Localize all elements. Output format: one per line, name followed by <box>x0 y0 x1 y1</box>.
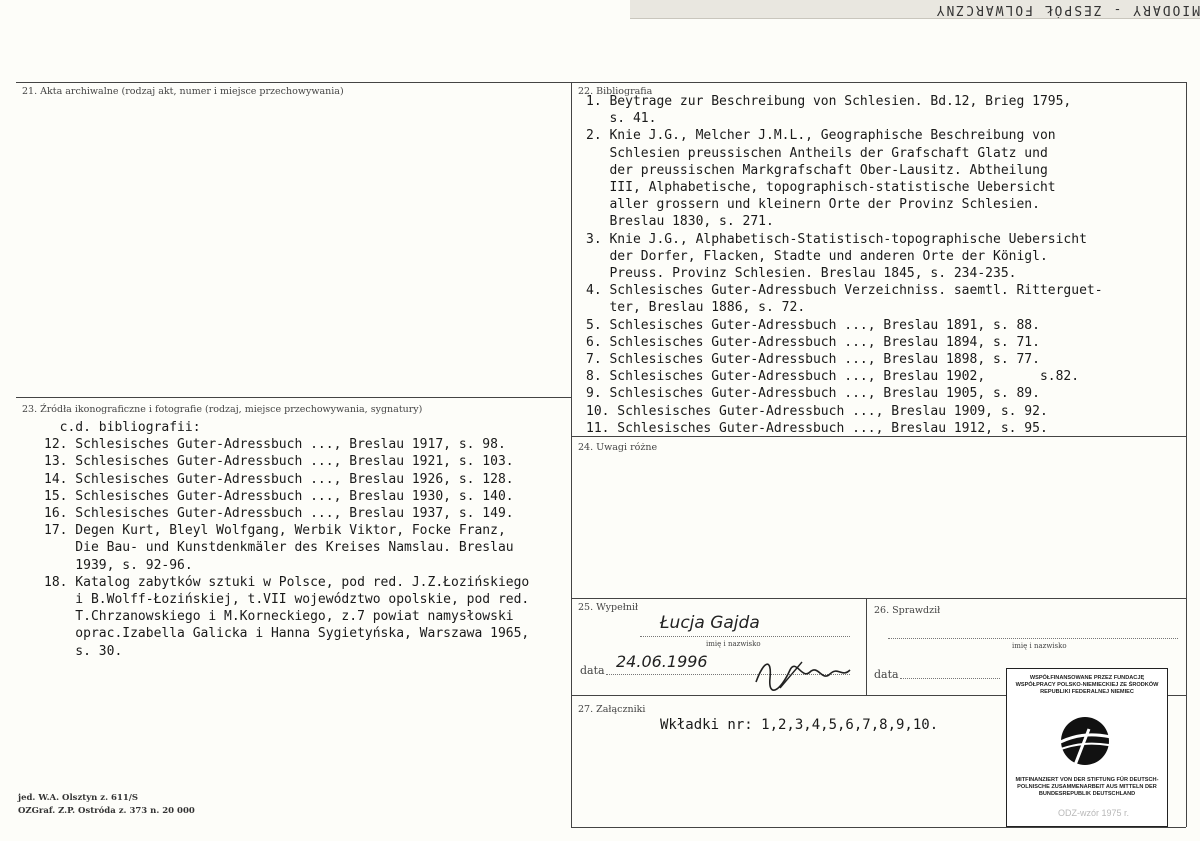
bib-line: Breslau 1830, s. 271. <box>586 214 774 230</box>
checked-by-name-line <box>888 638 1178 639</box>
bib-cont-line: 18. Katalog zabytków sztuki w Polsce, pod red. J.Z.Łozińskiego <box>44 574 530 590</box>
bibliography-continued-list <box>44 419 529 660</box>
column-divider <box>571 82 572 827</box>
bib-cont-line: T.Chrzanowskiego i M.Korneckiego, z.7 powiat namysłowski <box>44 609 514 625</box>
bib-line: 3. Knie J.G., Alphabetisch-Statistisch-topographische Uebersicht <box>586 231 1087 247</box>
bib-line: s. 41. <box>586 111 657 127</box>
name-caption: imię i nazwisko <box>706 640 761 648</box>
sponsor-stamp <box>1006 668 1168 827</box>
bib-line: ter, Breslau 1886, s. 72. <box>586 300 806 316</box>
bib-cont-line: c.d. bibliografii: <box>44 420 201 435</box>
section-26-label: 26. Sprawdził <box>874 605 941 616</box>
bib-line: 9. Schlesisches Guter-Adressbuch ..., Breslau 1905, s. 89. <box>586 386 1040 402</box>
bib-cont-line: oprac.Izabella Galicka i Hanna Sygietyńska, Warszawa 1965, <box>44 626 530 642</box>
sponsor-text-pl: WSPÓŁFINANSOWANE PRZEZ FUNDACJĘ WSPÓŁPRACY POLSKO-NIEMIECKIEJ ZE ŚRODKÓW REPUBLIKI FEDERALNEJ NIEMIEC <box>1015 675 1159 695</box>
bib-cont-line: Die Bau- und Kunstdenkmäler des Kreises Namslau. Breslau <box>44 540 514 556</box>
bib-cont-line: 13. Schlesisches Guter-Adressbuch ..., Breslau 1921, s. 103. <box>44 454 514 470</box>
bib-cont-line: s. 30. <box>44 643 123 659</box>
bib-cont-line: 12. Schlesisches Guter-Adressbuch ..., Breslau 1917, s. 98. <box>44 437 506 453</box>
attachments-text: Wkładki nr: 1,2,3,4,5,6,7,8,9,10. <box>660 717 939 733</box>
section-25-label: 25. Wypełnił <box>578 602 639 613</box>
name-line <box>640 636 850 637</box>
bib-cont-line: 14. Schlesisches Guter-Adressbuch ..., Breslau 1926, s. 128. <box>44 471 514 487</box>
bib-cont-line: 17. Degen Kurt, Bleyl Wolfgang, Werbik Viktor, Focke Franz, <box>44 523 506 539</box>
right-divider-25 <box>571 598 1186 599</box>
bib-cont-line: 15. Schlesisches Guter-Adressbuch ..., Breslau 1930, s. 140. <box>44 488 514 504</box>
printer-line-1: jed. W.A. Olsztyn z. 611/S <box>18 793 139 803</box>
section-24-label: 24. Uwagi różne <box>578 442 658 453</box>
date-label: data <box>580 664 605 677</box>
bib-line: III, Alphabetische, topographisch-statistische Uebersicht <box>586 180 1056 196</box>
form-id: ODZ-wzór 1975 r. <box>1058 808 1130 818</box>
section-22-label: 22. Bibliografia <box>578 86 653 97</box>
row-divider-top <box>16 82 1186 83</box>
divider-25-26 <box>866 598 867 695</box>
bib-line: Preuss. Provinz Schlesien. Breslau 1845, s. 234-235. <box>586 266 1017 282</box>
bibliography-list <box>586 93 1103 437</box>
right-border <box>1186 82 1187 827</box>
bottom-border <box>571 827 1186 828</box>
bib-cont-line: 16. Schlesisches Guter-Adressbuch ..., Breslau 1937, s. 149. <box>44 506 514 522</box>
sponsor-text-de: MITFINANZIERT VON DER STIFTUNG FÜR DEUTSCH-POLNISCHE ZUSAMMENARBEIT AUS MITTELN DER BUNDESREPUBLIK DEUTSCHLAND <box>1015 777 1159 797</box>
bib-line: 8. Schlesisches Guter-Adressbuch ..., Breslau 1902, s.82. <box>586 369 1080 385</box>
checked-date-line <box>900 678 1000 679</box>
header-title-mirrored: MIODARY - ZESPÓŁ FOLWARCZNY <box>934 2 1200 17</box>
signature <box>750 652 860 696</box>
left-divider-23 <box>16 397 571 398</box>
bib-line: der Dorfer, Flacken, Stadte und anderen Orte der Königl. <box>586 248 1048 264</box>
bib-line: 1. Beytrage zur Beschreibung von Schlesien. Bd.12, Brieg 1795, <box>586 94 1072 109</box>
bib-line: aller grossern und kleinern Orte der Provinz Schlesien. <box>586 197 1040 213</box>
printer-line-2: OZGraf. Z.P. Ostróda z. 373 n. 20 000 <box>18 806 195 816</box>
filled-by-date: 24.06.1996 <box>616 652 708 671</box>
bib-line: 6. Schlesisches Guter-Adressbuch ..., Breslau 1894, s. 71. <box>586 334 1040 350</box>
bib-line: 4. Schlesisches Guter-Adressbuch Verzeichniss. saemtl. Ritterguet- <box>586 283 1103 299</box>
foundation-logo-icon <box>1061 717 1109 765</box>
bib-line: 11. Schlesisches Guter-Adressbuch ..., Breslau 1912, s. 95. <box>586 420 1048 436</box>
bib-line: der preussischen Markgrafschaft Ober-Lausitz. Abtheilung <box>586 162 1048 178</box>
checked-date-label: data <box>874 668 899 681</box>
bib-line: 10. Schlesisches Guter-Adressbuch ..., Breslau 1909, s. 92. <box>586 403 1048 419</box>
bib-line: 2. Knie J.G., Melcher J.M.L., Geographische Beschreibung von <box>586 128 1056 144</box>
bib-line: Schlesien preussischen Antheils der Grafschaft Glatz und <box>586 145 1048 161</box>
bib-cont-line: 1939, s. 92-96. <box>44 557 193 573</box>
section-23-label: 23. Źródła ikonograficzne i fotografie (rodzaj, miejsce przechowywania, sygnatury) <box>22 404 423 415</box>
filled-by-name: Łucja Gajda <box>660 613 760 633</box>
checked-name-caption: imię i nazwisko <box>1012 642 1067 650</box>
bib-line: 5. Schlesisches Guter-Adressbuch ..., Breslau 1891, s. 88. <box>586 317 1040 333</box>
section-27-label: 27. Załączniki <box>578 704 646 715</box>
section-21-label: 21. Akta archiwalne (rodzaj akt, numer i miejsce przechowywania) <box>22 86 344 97</box>
bib-cont-line: i B.Wolff-Łozińskiej, t.VII województwo opolskie, pod red. <box>44 592 530 608</box>
bib-line: 7. Schlesisches Guter-Adressbuch ..., Breslau 1898, s. 77. <box>586 352 1040 368</box>
